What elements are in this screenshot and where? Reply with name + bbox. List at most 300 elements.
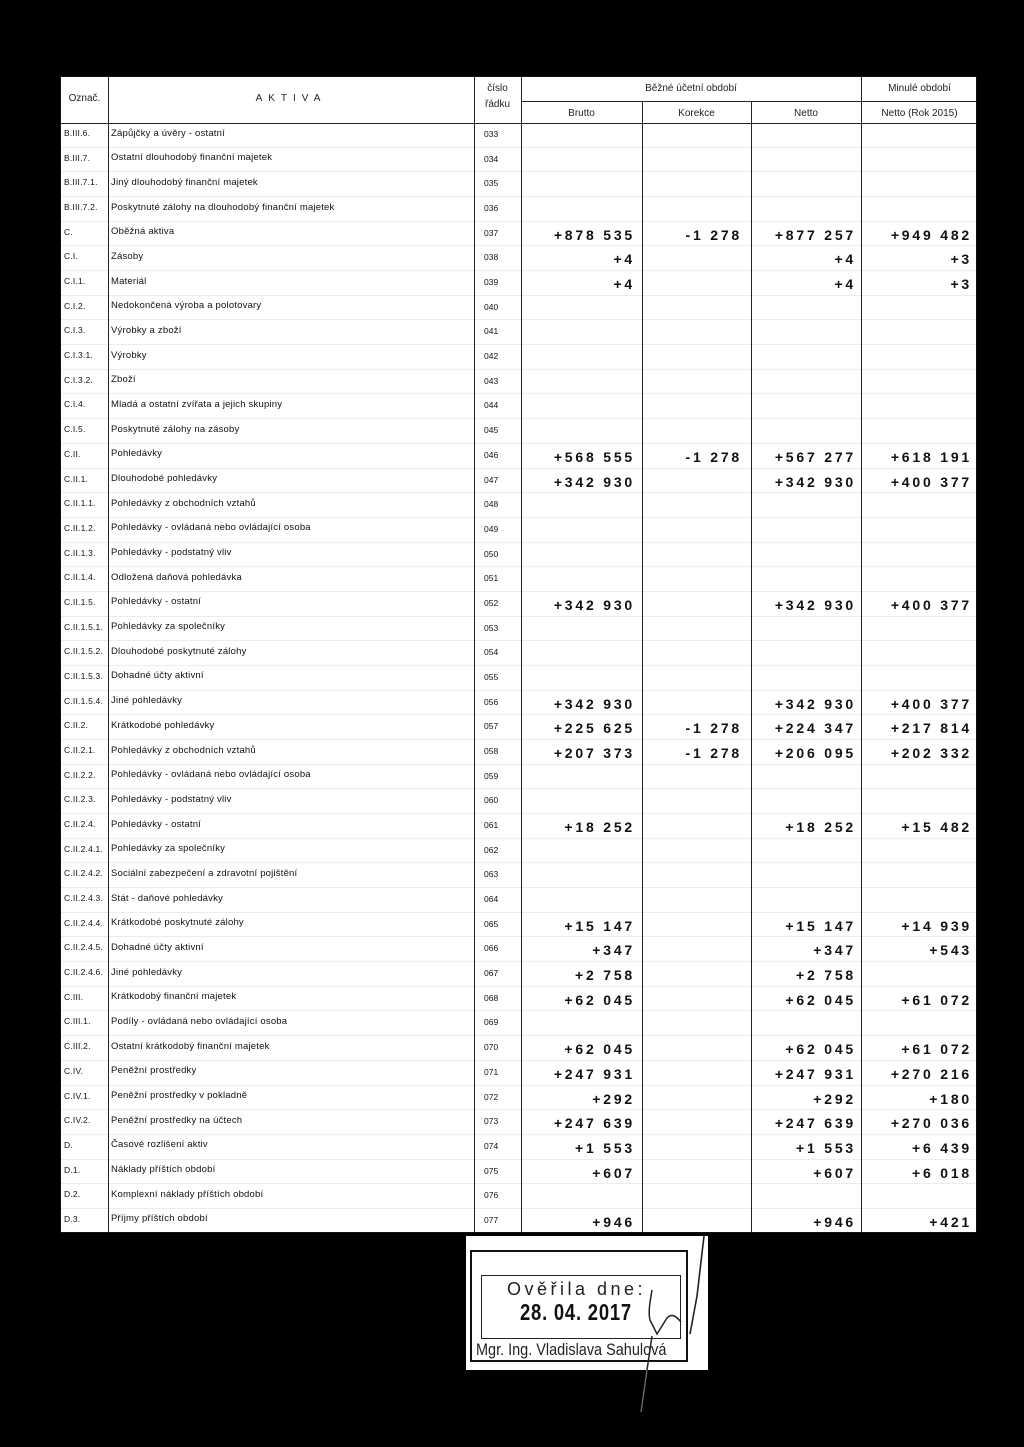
table-row <box>61 666 977 691</box>
row-code: C.II.1.5. <box>64 596 96 607</box>
row-code: D.2. <box>64 1189 81 1200</box>
row-brutto <box>521 198 635 222</box>
table-row <box>61 370 977 395</box>
column-divider <box>521 77 522 1233</box>
row-netto <box>751 1185 856 1209</box>
row-label: Pohledávky z obchodních vztahů <box>111 497 256 509</box>
row-netto <box>751 395 856 419</box>
row-netto <box>751 864 856 888</box>
row-brutto: +946 <box>592 1213 635 1230</box>
header-netto: Netto <box>794 108 818 119</box>
row-code: C.IV.2. <box>64 1115 91 1126</box>
column-divider <box>642 101 643 1233</box>
row-code: C.IV. <box>64 1065 84 1076</box>
row-netto <box>751 149 856 173</box>
column-divider <box>474 77 475 1233</box>
row-korekce <box>642 790 742 814</box>
row-code: C.II.1.5.1. <box>64 621 104 632</box>
row-korekce <box>642 272 742 296</box>
row-line-number: 036 <box>484 203 499 214</box>
row-netto <box>751 124 856 148</box>
row-korekce <box>642 593 742 617</box>
row-korekce <box>642 568 742 592</box>
row-previous-netto <box>861 618 972 642</box>
row-previous-netto: +949 482 <box>890 226 972 243</box>
table-row <box>61 493 977 518</box>
row-brutto: +342 930 <box>553 695 635 712</box>
row-brutto <box>521 124 635 148</box>
row-previous-netto <box>861 198 972 222</box>
row-label: Ostatní krátkodobý finanční majetek <box>111 1040 270 1052</box>
row-brutto <box>521 889 635 913</box>
row-brutto <box>521 149 635 173</box>
row-line-number: 064 <box>484 894 499 905</box>
row-previous-netto: +421 <box>929 1213 972 1230</box>
row-netto <box>751 790 856 814</box>
row-previous-netto <box>861 889 972 913</box>
row-code: C.I.1. <box>64 276 86 287</box>
row-label: Pohledávky - ovládaná nebo ovládající osoba <box>111 522 311 534</box>
row-line-number: 071 <box>484 1066 499 1077</box>
row-code: C.II.2.3. <box>64 794 96 805</box>
row-previous-netto <box>861 371 972 395</box>
row-netto <box>751 568 856 592</box>
row-previous-netto <box>861 766 972 790</box>
row-previous-netto <box>861 149 972 173</box>
row-brutto <box>521 790 635 814</box>
row-korekce <box>642 124 742 148</box>
row-code: C.II.1.5.4. <box>64 695 104 706</box>
row-previous-netto: +3 <box>950 276 972 293</box>
table-row <box>61 444 977 469</box>
row-korekce <box>642 667 742 691</box>
row-brutto: +247 931 <box>553 1065 635 1082</box>
row-label: Nedokončená výroba a polotovary <box>111 300 262 312</box>
row-netto: +62 045 <box>785 991 856 1008</box>
row-korekce <box>642 815 742 839</box>
row-korekce <box>642 420 742 444</box>
row-brutto: +2 758 <box>574 967 635 984</box>
balance-sheet-table <box>60 76 977 1233</box>
table-row <box>61 518 977 543</box>
table-row <box>61 1036 977 1061</box>
row-line-number: 074 <box>484 1140 499 1151</box>
table-row <box>61 1086 977 1111</box>
row-code: C.I.3.2. <box>64 374 94 385</box>
row-label: Zboží <box>111 374 136 386</box>
row-brutto <box>521 395 635 419</box>
row-previous-netto: +3 <box>950 251 972 268</box>
row-line-number: 051 <box>484 573 499 584</box>
row-netto: +877 257 <box>774 226 856 243</box>
table-row <box>61 1061 977 1086</box>
row-brutto: +4 <box>613 276 635 293</box>
row-netto: +567 277 <box>774 448 856 465</box>
row-previous-netto: +180 <box>929 1090 972 1107</box>
row-code: C.II.1.5.3. <box>64 670 104 681</box>
row-label: Pohledávky z obchodních vztahů <box>111 744 256 756</box>
row-brutto <box>521 544 635 568</box>
column-divider <box>108 77 109 1233</box>
row-label: Náklady příštích období <box>111 1164 216 1176</box>
row-korekce <box>642 642 742 666</box>
row-previous-netto: +217 814 <box>890 720 972 737</box>
row-previous-netto <box>861 790 972 814</box>
row-line-number: 034 <box>484 153 499 164</box>
row-previous-netto: +14 939 <box>901 917 972 934</box>
row-netto: +4 <box>834 276 856 293</box>
row-netto: +247 639 <box>774 1115 856 1132</box>
row-previous-netto: +400 377 <box>890 596 972 613</box>
row-korekce <box>642 149 742 173</box>
row-line-number: 053 <box>484 622 499 633</box>
row-label: Dohadné účty aktivní <box>111 670 204 682</box>
row-code: C.II.2.4.6. <box>64 967 104 978</box>
row-line-number: 061 <box>484 820 499 831</box>
row-line-number: 060 <box>484 795 499 806</box>
table-row <box>61 172 977 197</box>
row-korekce <box>642 544 742 568</box>
row-korekce <box>642 889 742 913</box>
table-row <box>61 469 977 494</box>
row-netto <box>751 667 856 691</box>
row-netto: +342 930 <box>774 695 856 712</box>
row-label: Pohledávky za společníky <box>111 621 226 633</box>
table-row <box>61 1160 977 1185</box>
row-line-number: 049 <box>484 523 499 534</box>
row-line-number: 048 <box>484 499 499 510</box>
row-korekce <box>642 173 742 197</box>
row-label: Dohadné účty aktivní <box>111 941 204 953</box>
table-row <box>61 1011 977 1036</box>
row-line-number: 075 <box>484 1165 499 1176</box>
row-line-number: 066 <box>484 943 499 954</box>
row-korekce <box>642 938 742 962</box>
row-previous-netto <box>861 519 972 543</box>
row-previous-netto <box>861 321 972 345</box>
row-line-number: 044 <box>484 400 499 411</box>
header-korekce: Korekce <box>678 108 715 119</box>
row-code: C.III. <box>64 991 84 1002</box>
row-code: B.III.7.1. <box>64 177 98 188</box>
row-line-number: 052 <box>484 597 499 608</box>
row-brutto <box>521 346 635 370</box>
row-line-number: 065 <box>484 918 499 929</box>
row-label: Krátkodobý finanční majetek <box>111 991 237 1003</box>
table-row <box>61 740 977 765</box>
table-row <box>61 962 977 987</box>
header-previous-netto: Netto (Rok 2015) <box>881 108 958 119</box>
row-code: B.III.7.2. <box>64 202 98 213</box>
row-previous-netto <box>861 297 972 321</box>
table-body <box>61 77 977 1233</box>
row-previous-netto: +543 <box>929 942 972 959</box>
row-brutto: +18 252 <box>564 819 635 836</box>
table-row <box>61 888 977 913</box>
row-netto <box>751 494 856 518</box>
row-label: Výrobky a zboží <box>111 324 182 336</box>
row-previous-netto: +400 377 <box>890 473 972 490</box>
row-label: Krátkodobé pohledávky <box>111 719 215 731</box>
row-line-number: 059 <box>484 770 499 781</box>
row-brutto: +607 <box>592 1164 635 1181</box>
row-brutto: +15 147 <box>564 917 635 934</box>
row-previous-netto <box>861 642 972 666</box>
table-row <box>61 814 977 839</box>
row-code: C.II.2.4.3. <box>64 893 104 904</box>
row-code: C.II.2.4.2. <box>64 868 104 879</box>
row-code: C.I. <box>64 251 79 262</box>
row-korekce <box>642 618 742 642</box>
table-row <box>61 1184 977 1209</box>
row-korekce <box>642 1210 742 1233</box>
row-line-number: 072 <box>484 1091 499 1102</box>
row-previous-netto <box>861 544 972 568</box>
row-netto: +247 931 <box>774 1065 856 1082</box>
row-label: Stát - daňové pohledávky <box>111 892 224 904</box>
row-brutto: +4 <box>613 251 635 268</box>
row-brutto <box>521 321 635 345</box>
row-korekce <box>642 1111 742 1135</box>
row-brutto <box>521 519 635 543</box>
row-line-number: 057 <box>484 721 499 732</box>
row-korekce <box>642 766 742 790</box>
row-netto: +342 930 <box>774 596 856 613</box>
row-line-number: 046 <box>484 449 499 460</box>
row-netto: +1 553 <box>795 1139 856 1156</box>
column-divider <box>861 77 862 1233</box>
row-line-number: 073 <box>484 1116 499 1127</box>
row-brutto: +1 553 <box>574 1139 635 1156</box>
row-previous-netto <box>861 568 972 592</box>
row-previous-netto: +400 377 <box>890 695 972 712</box>
row-line-number: 035 <box>484 178 499 189</box>
row-brutto: +225 625 <box>553 720 635 737</box>
row-line-number: 063 <box>484 869 499 880</box>
row-code: C.I.3.1. <box>64 350 94 361</box>
table-row <box>61 641 977 666</box>
row-brutto: +342 930 <box>553 473 635 490</box>
row-line-number: 054 <box>484 647 499 658</box>
row-line-number: 042 <box>484 351 499 362</box>
row-netto <box>751 198 856 222</box>
row-netto: +946 <box>813 1213 856 1230</box>
row-brutto <box>521 173 635 197</box>
row-code: C.II.1.3. <box>64 547 96 558</box>
row-previous-netto <box>861 963 972 987</box>
row-label: Peněžní prostředky <box>111 1065 197 1077</box>
table-row <box>61 271 977 296</box>
row-label: Poskytnuté zálohy na dlouhodobý finanční majetek <box>111 201 335 213</box>
row-code: C.II.2.4. <box>64 819 96 830</box>
row-code: D. <box>64 1139 73 1150</box>
table-row <box>61 148 977 173</box>
row-previous-netto <box>861 124 972 148</box>
row-brutto: +568 555 <box>553 448 635 465</box>
table-row <box>61 987 977 1012</box>
row-korekce <box>642 988 742 1012</box>
row-korekce: -1 278 <box>685 745 742 761</box>
row-netto: +292 <box>813 1090 856 1107</box>
row-korekce <box>642 692 742 716</box>
table-row <box>61 1135 977 1160</box>
row-line-number: 055 <box>484 671 499 682</box>
row-previous-netto <box>861 395 972 419</box>
row-label: Pohledávky - ovládaná nebo ovládající osoba <box>111 769 311 781</box>
row-korekce <box>642 1012 742 1036</box>
header-previous-period: Minulé období <box>888 83 951 94</box>
table-row <box>61 419 977 444</box>
row-brutto <box>521 494 635 518</box>
row-korekce <box>642 371 742 395</box>
row-line-number: 058 <box>484 746 499 756</box>
row-brutto: +342 930 <box>553 596 635 613</box>
row-brutto: +62 045 <box>564 991 635 1008</box>
row-code: C.I.4. <box>64 399 86 410</box>
row-line-number: 047 <box>484 474 499 485</box>
row-line-number: 045 <box>484 425 499 436</box>
row-code: C.II.2.1. <box>64 745 96 755</box>
stamp-date: 28. 04. 2017 <box>520 1299 632 1325</box>
table-row <box>61 863 977 888</box>
row-korekce <box>642 1087 742 1111</box>
row-netto: +2 758 <box>795 967 856 984</box>
table-row <box>61 567 977 592</box>
row-korekce <box>642 346 742 370</box>
row-code: B.III.6. <box>64 128 91 138</box>
table-row <box>61 543 977 568</box>
row-label: Sociální zabezpečení a zdravotní pojištění <box>111 867 298 879</box>
row-label: Mladá a ostatní zvířata a jejich skupiny <box>111 398 283 410</box>
row-korekce <box>642 519 742 543</box>
row-korekce: -1 278 <box>685 448 742 465</box>
row-previous-netto: +202 332 <box>890 745 972 761</box>
row-netto: +18 252 <box>785 819 856 836</box>
stamp-title: Ověřila dne: <box>507 1279 647 1299</box>
row-netto <box>751 889 856 913</box>
row-netto <box>751 618 856 642</box>
row-korekce <box>642 1161 742 1185</box>
row-korekce <box>642 840 742 864</box>
row-line-number: 039 <box>484 277 499 288</box>
row-korekce <box>642 1185 742 1209</box>
row-code: C.II. <box>64 448 81 459</box>
column-divider <box>751 101 752 1233</box>
row-netto <box>751 840 856 864</box>
row-previous-netto: +270 036 <box>890 1115 972 1132</box>
table-row <box>61 197 977 222</box>
row-previous-netto <box>861 840 972 864</box>
row-code: C.II.2. <box>64 720 89 731</box>
row-code: C.IV.1. <box>64 1090 91 1101</box>
row-label: Poskytnuté zálohy na zásoby <box>111 423 240 435</box>
row-code: C.II.2.2. <box>64 769 96 780</box>
table-row <box>61 789 977 814</box>
row-korekce <box>642 395 742 419</box>
row-previous-netto <box>861 1012 972 1036</box>
row-netto <box>751 346 856 370</box>
row-korekce <box>642 470 742 494</box>
row-netto <box>751 173 856 197</box>
row-label: Jiný dlouhodobý finanční majetek <box>111 176 258 188</box>
table-row <box>61 937 977 962</box>
row-label: Materiál <box>111 275 147 287</box>
row-label: Pohledávky - podstatný vliv <box>111 547 232 559</box>
row-korekce <box>642 914 742 938</box>
header-current-period: Běžné účetní období <box>645 83 737 94</box>
row-brutto: +62 045 <box>564 1041 635 1058</box>
row-brutto <box>521 1012 635 1036</box>
row-previous-netto <box>861 346 972 370</box>
row-label: Pohledávky za společníky <box>111 843 226 855</box>
row-brutto <box>521 568 635 592</box>
table-row <box>61 246 977 271</box>
row-netto <box>751 544 856 568</box>
row-label: Krátkodobé poskytnuté zálohy <box>111 917 244 929</box>
row-line-number: 056 <box>484 696 499 707</box>
row-netto: +342 930 <box>774 473 856 490</box>
row-netto: +15 147 <box>785 917 856 934</box>
row-brutto: +878 535 <box>553 226 635 243</box>
table-row <box>61 913 977 938</box>
row-line-number: 068 <box>484 992 499 1003</box>
row-netto <box>751 321 856 345</box>
row-line-number: 037 <box>484 227 499 238</box>
row-line-number: 041 <box>484 326 499 337</box>
row-previous-netto: +61 072 <box>901 1041 972 1058</box>
row-netto <box>751 297 856 321</box>
header-line-number-2: řádku <box>484 99 510 110</box>
row-code: C.II.1.4. <box>64 572 96 583</box>
header-line-number-1: číslo <box>487 83 508 94</box>
table-row <box>61 394 977 419</box>
row-netto <box>751 766 856 790</box>
row-previous-netto: +6 439 <box>911 1139 972 1156</box>
row-label: Pohledávky - podstatný vliv <box>111 793 232 805</box>
header-code: Označ. <box>68 93 101 104</box>
row-netto: +206 095 <box>774 745 856 761</box>
row-netto <box>751 371 856 395</box>
row-brutto <box>521 371 635 395</box>
row-line-number: 070 <box>484 1042 499 1053</box>
row-code: C.II.2.4.4. <box>64 917 104 928</box>
row-label: Pohledávky <box>111 448 163 460</box>
row-netto <box>751 642 856 666</box>
row-netto: +62 045 <box>785 1041 856 1058</box>
table-row <box>61 123 977 148</box>
row-line-number: 062 <box>484 844 499 855</box>
row-brutto <box>521 642 635 666</box>
row-korekce <box>642 1136 742 1160</box>
row-brutto <box>521 297 635 321</box>
row-code: D.1. <box>64 1164 81 1175</box>
row-previous-netto <box>861 864 972 888</box>
table-row <box>61 345 977 370</box>
row-label: Příjmy příštích období <box>111 1213 208 1225</box>
row-brutto <box>521 1185 635 1209</box>
row-code: C.II.1.5.2. <box>64 646 104 657</box>
row-netto <box>751 420 856 444</box>
row-brutto <box>521 618 635 642</box>
row-korekce <box>642 1062 742 1086</box>
row-brutto: +207 373 <box>553 745 635 761</box>
row-netto: +347 <box>813 942 856 959</box>
row-code: D.3. <box>64 1213 81 1224</box>
table-row <box>61 839 977 864</box>
row-code: C.II.1.1. <box>64 498 96 509</box>
row-code: C.II.1.2. <box>64 522 96 533</box>
row-line-number: 069 <box>484 1017 499 1028</box>
